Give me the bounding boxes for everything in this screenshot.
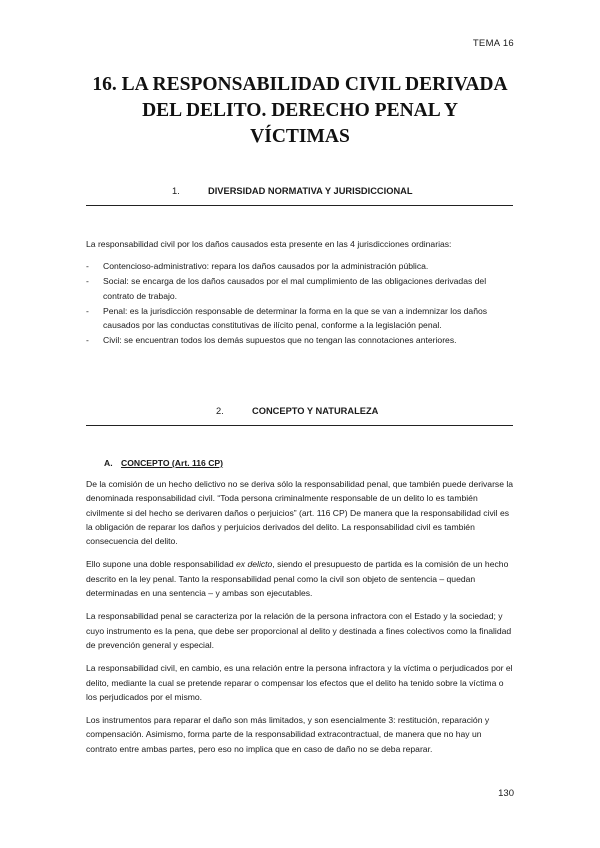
page-number: 130	[498, 788, 514, 799]
list-item: - Social: se encarga de los daños causados por el mal cumplimiento de las obligaciones derivadas del contrato de trabajo.	[86, 274, 514, 303]
section-1-intro: La responsabilidad civil por los daños causados esta presente en las 4 jurisdicciones ordinarias:	[86, 239, 452, 249]
title-line-2: DEL DELITO. DERECHO PENAL Y	[142, 100, 458, 121]
title-line-1: 16. LA RESPONSABILIDAD CIVIL DERIVADA	[92, 74, 508, 95]
section-2-body	[86, 477, 514, 765]
section-1-number: 1.	[172, 186, 180, 196]
section-1-heading	[86, 186, 513, 206]
paragraph: Ello supone una doble responsabilidad ex delicto, siendo el presupuesto de partida es la comisión de un hecho descrito en la ley penal. Tanto la responsabilidad penal como la civil son objeto de sentencia – quedan determinadas en una sentencia – y ambas son ejecutables.	[86, 559, 509, 599]
paragraph: La responsabilidad penal se caracteriza por la relación de la persona infractora con el Estado y la sociedad; y cuyo instrumento es la pena, que debe ser proporcional al delito y destinada a fines colectivos como la finalidad de prevención general y especial.	[86, 611, 512, 650]
ex-delicto-term: ex delicto	[236, 559, 273, 570]
title-line-3: VÍCTIMAS	[250, 126, 350, 147]
page-title	[80, 72, 520, 150]
section-2-title: CONCEPTO Y NATURALEZA	[252, 406, 379, 416]
jurisdiction-list	[86, 259, 514, 349]
section-1-title: DIVERSIDAD NORMATIVA Y JURISDICCIONAL	[208, 186, 413, 196]
paragraph: Los instrumentos para reparar el daño son más limitados, y son esencialmente 3: restitución, reparación y compensación. Asimismo, forma parte de la responsabilidad extracontractual, de manera que no hay un contrato entre ambas partes, pero eso no implica que en caso de daño no se deba reparar.	[86, 715, 490, 754]
section-2-number: 2.	[216, 406, 224, 416]
paragraph: De la comisión de un hecho delictivo no se deriva sólo la responsabilidad penal, que también puede derivarse la denominada responsabilidad civil. “Toda persona criminalmente responsable de un delito lo es también civilmente si del hecho se derivaren daños o perjuicios” (art. 116 CP) De manera que la responsabilidad civil es la obligación de reparar los daños y perjuicios derivados del delito. La responsabilidad civil es también consecuencia del delito.	[86, 479, 514, 547]
subsection-letter: A.	[104, 458, 113, 468]
section-2-heading	[86, 406, 513, 426]
list-item: - Civil: se encuentran todos los demás supuestos que no tengan las connotaciones anteriores.	[86, 333, 514, 347]
topic-tag: TEMA 16	[472, 38, 514, 49]
list-item: - Penal: es la jurisdicción responsable de determinar la forma en la que se van a indemnizar los daños causados por las conductas constitutivas de ilícito penal, conforme a la legislación penal.	[86, 304, 514, 333]
list-item: - Contencioso-administrativo: repara los daños causados por la administración pública.	[86, 259, 514, 273]
subsection-title: CONCEPTO (Art. 116 CP)	[120, 458, 224, 468]
subsection-heading	[104, 458, 223, 468]
paragraph: La responsabilidad civil, en cambio, es una relación entre la persona infractora y la víctima o perjudicados por el delito, mediante la cual se pretende reparar o compensar los efectos que el delito ha tenido sobre la víctima o los perjudicados por el mismo.	[86, 663, 513, 702]
